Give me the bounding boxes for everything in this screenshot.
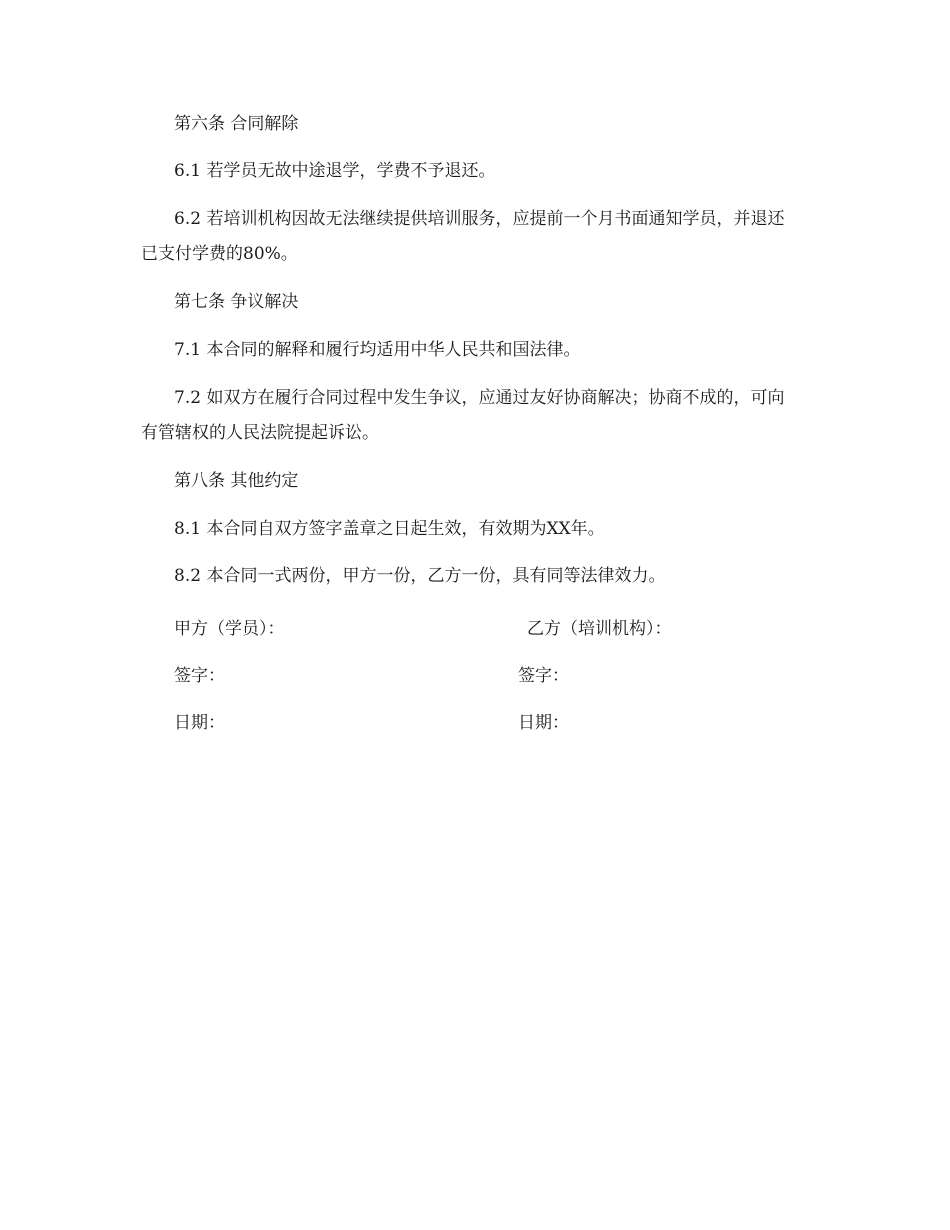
party-a-title: 甲方（学员）： — [174, 619, 285, 639]
section-8-heading: 第八条 其他约定 — [174, 471, 299, 491]
clause-6-1: 6.1 若学员无故中途退学，学费不予退还。 — [174, 161, 496, 181]
section-6-heading: 第六条 合同解除 — [174, 114, 299, 134]
clause-7-1: 7.1 本合同的解释和履行均适用中华人民共和国法律。 — [174, 340, 581, 360]
party-b-date-label: 日期： — [518, 713, 569, 733]
party-b-sign-label: 签字： — [518, 666, 569, 686]
clause-8-2: 8.2 本合同一式两份，甲方一份，乙方一份，具有同等法律效力。 — [174, 566, 666, 586]
party-a-sign-label: 签字： — [174, 666, 225, 686]
clause-6-2: 6.2 若培训机构因故无法继续提供培训服务，应提前一个月书面通知学员，并退还已支付学费的80%。 — [141, 209, 785, 264]
party-b-title: 乙方（培训机构）： — [527, 619, 672, 639]
clause-8-1: 8.1 本合同自双方签字盖章之日起生效，有效期为XX年。 — [174, 519, 605, 539]
clause-7-2: 7.2 如双方在履行合同过程中发生争议，应通过友好协商解决；协商不成的，可向有管辖权的人民法院提起诉讼。 — [141, 388, 785, 443]
party-a-date-label: 日期： — [174, 713, 225, 733]
section-7-heading: 第七条 争议解决 — [174, 292, 299, 312]
